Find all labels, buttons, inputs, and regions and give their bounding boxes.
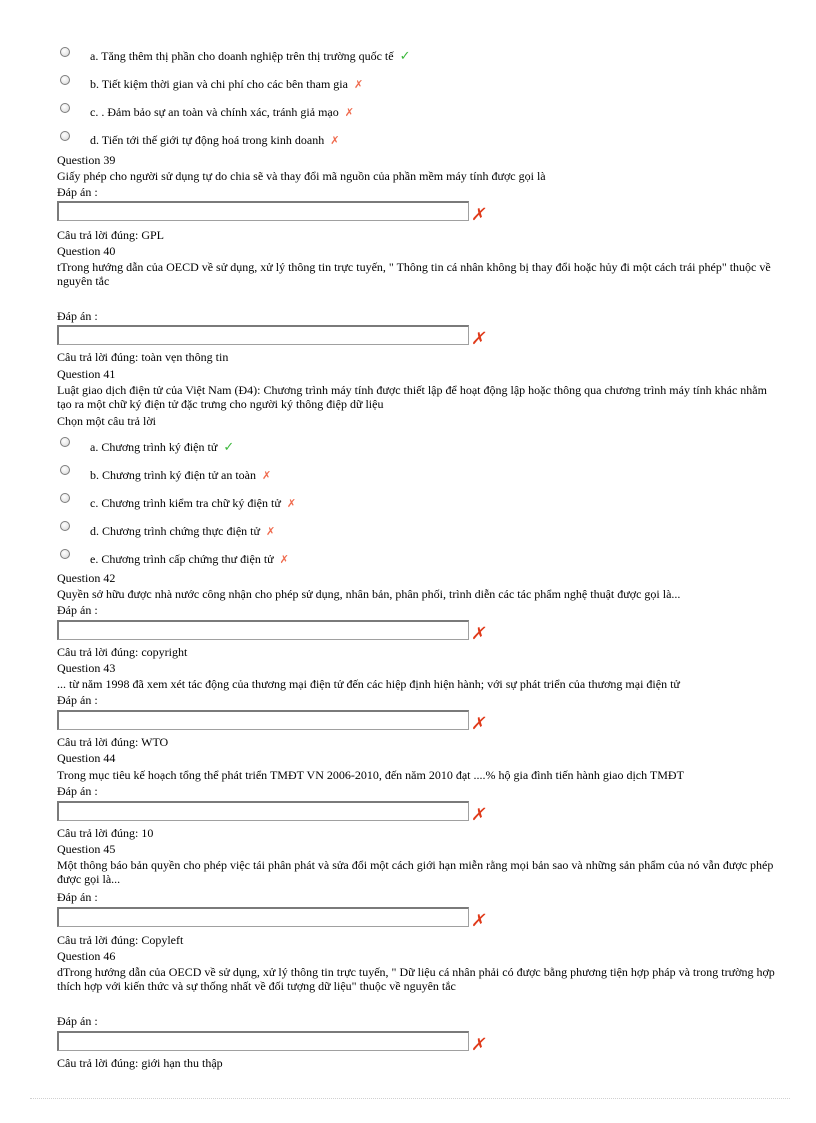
option-q38-b	[90, 77, 363, 92]
question-text: Một thông báo bản quyền cho phép việc tái phân phát và sửa đổi một cách giới hạn miễn rằng mọi bản sao và những sản phẩm của nó vẫn được phép được gọi là...	[57, 858, 774, 886]
answer-label: Đáp án :	[57, 693, 98, 707]
answer-input[interactable]	[57, 907, 469, 927]
option-q41-e	[90, 552, 289, 567]
wrong-x-icon: ✗	[279, 553, 289, 566]
correct-answer: Câu trả lời đúng: copyright	[57, 645, 188, 659]
wrong-answer-icon: ✗	[469, 1035, 489, 1055]
wrong-x-icon: ✗	[286, 497, 297, 510]
correct-answer: Câu trả lời đúng: WTO	[57, 735, 169, 749]
correct-answer: Câu trả lời đúng: toàn vẹn thông tin	[57, 350, 229, 364]
option-label: c. . Đảm bảo sự an toàn và chính xác, tránh giả mạo	[90, 105, 339, 119]
correct-answer: Câu trả lời đúng: Copyleft	[57, 933, 184, 947]
wrong-answer-icon: ✗	[469, 205, 489, 225]
answer-label: Đáp án :	[57, 784, 98, 798]
question-text: Quyền sở hữu được nhà nước công nhận cho phép sử dụng, nhân bản, phân phối, trình diễn các tác phẩm nghệ thuật được gọi là...	[57, 587, 681, 601]
answer-label: Đáp án :	[57, 309, 98, 323]
wrong-x-icon: ✗	[344, 106, 354, 119]
radio-q41-b[interactable]	[60, 465, 70, 475]
radio-q38-b[interactable]	[60, 75, 70, 85]
question-text: Giấy phép cho người sử dụng tự do chia sẽ và thay đổi mã nguồn của phần mềm máy tính được gọi là	[57, 169, 546, 183]
option-q38-c	[90, 105, 354, 120]
option-q41-a	[90, 440, 234, 455]
question-title: Question 46	[57, 949, 116, 963]
answer-input[interactable]	[57, 325, 469, 345]
question-title: Question 43	[57, 661, 116, 675]
answer-label: Đáp án :	[57, 603, 98, 617]
answer-input[interactable]	[57, 710, 469, 730]
option-label: a. Chương trình ký điện tử	[90, 440, 218, 454]
question-title: Question 45	[57, 842, 116, 856]
wrong-answer-icon: ✗	[469, 714, 489, 734]
radio-q41-e[interactable]	[60, 549, 70, 559]
wrong-x-icon: ✗	[262, 469, 272, 482]
correct-answer: Câu trả lời đúng: GPL	[57, 228, 165, 242]
option-q38-a	[90, 49, 410, 64]
choose-label: Chọn một câu trả lời	[57, 414, 156, 428]
question-title: Question 44	[57, 751, 116, 765]
correct-answer: Câu trả lời đúng: 10	[57, 826, 154, 840]
option-q41-c	[90, 496, 296, 511]
wrong-x-icon: ✗	[330, 134, 340, 147]
correct-check-icon: ✓	[399, 49, 411, 64]
option-label: a. Tăng thêm thị phần cho doanh nghiệp trên thị trường quốc tế	[90, 49, 394, 63]
wrong-answer-icon: ✗	[469, 329, 489, 349]
question-title: Question 39	[57, 153, 116, 167]
radio-q41-c[interactable]	[60, 493, 70, 503]
wrong-answer-icon: ✗	[469, 624, 489, 644]
answer-input[interactable]	[57, 801, 469, 821]
answer-label: Đáp án :	[57, 185, 98, 199]
answer-input[interactable]	[57, 201, 469, 221]
radio-q38-c[interactable]	[60, 103, 70, 113]
radio-q38-a[interactable]	[60, 47, 70, 57]
option-label: b. Chương trình ký điện tử an toàn	[90, 468, 257, 482]
question-text: dTrong hướng dẫn của OECD về sử dụng, xử lý thông tin trực tuyến, " Dữ liệu cá nhân phải có được bằng phương tiện hợp pháp và trong trường hợp thích hợp với kiến thức và sự thống nhất về đối tượng dữ liệu" thuộc về nguyên tắc	[57, 965, 775, 993]
option-q38-d	[90, 133, 339, 148]
radio-q41-d[interactable]	[60, 521, 70, 531]
correct-answer: Câu trả lời đúng: giới hạn thu thập	[57, 1056, 223, 1070]
option-label: d. Tiến tới thế giới tự động hoá trong kinh doanh	[90, 133, 325, 147]
question-text: Luật giao dịch điện tử của Việt Nam (Đ4): Chương trình máy tính được thiết lập để hoạt động lập hoặc thông qua chương trình máy tính khác nhằm tạo ra một chữ ký điện tử đặc trưng cho người ký thông điệp dữ liệu	[57, 383, 767, 411]
question-text: ... từ năm 1998 đã xem xét tác động của thương mại điện tử đến các hiệp định hiện hành; với sự phát triển của thương mại điện tử	[57, 677, 680, 691]
radio-q38-d[interactable]	[60, 131, 70, 141]
question-text: tTrong hướng dẫn của OECD về sử dụng, xử lý thông tin trực tuyến, " Thông tin cá nhân không bị thay đổi hoặc hủy đi một cách trái phép" thuộc về nguyên tắc	[57, 260, 771, 288]
answer-label: Đáp án :	[57, 1014, 98, 1028]
wrong-answer-icon: ✗	[469, 911, 489, 931]
correct-check-icon: ✓	[223, 440, 235, 455]
wrong-answer-icon: ✗	[469, 805, 489, 825]
wrong-x-icon: ✗	[266, 525, 276, 538]
answer-input[interactable]	[57, 620, 469, 640]
question-text: Trong mục tiêu kế hoạch tổng thể phát triển TMĐT VN 2006-2010, đến năm 2010 đạt ....% hộ gia đình tiến hành giao dịch TMĐT	[57, 768, 684, 782]
option-label: b. Tiết kiệm thời gian và chi phí cho các bên tham gia	[90, 77, 348, 91]
page-divider	[30, 1098, 790, 1099]
option-q41-d	[90, 524, 275, 539]
question-title: Question 42	[57, 571, 116, 585]
answer-label: Đáp án :	[57, 890, 98, 904]
option-q41-b	[90, 468, 271, 483]
wrong-x-icon: ✗	[353, 78, 364, 91]
question-title: Question 41	[57, 367, 116, 381]
radio-q41-a[interactable]	[60, 437, 70, 447]
option-label: c. Chương trình kiểm tra chữ ký điện tử	[90, 496, 281, 510]
option-label: d. Chương trình chứng thực điện tử	[90, 524, 261, 538]
option-label: e. Chương trình cấp chứng thư điện tử	[90, 552, 274, 566]
answer-input[interactable]	[57, 1031, 469, 1051]
question-title: Question 40	[57, 244, 116, 258]
